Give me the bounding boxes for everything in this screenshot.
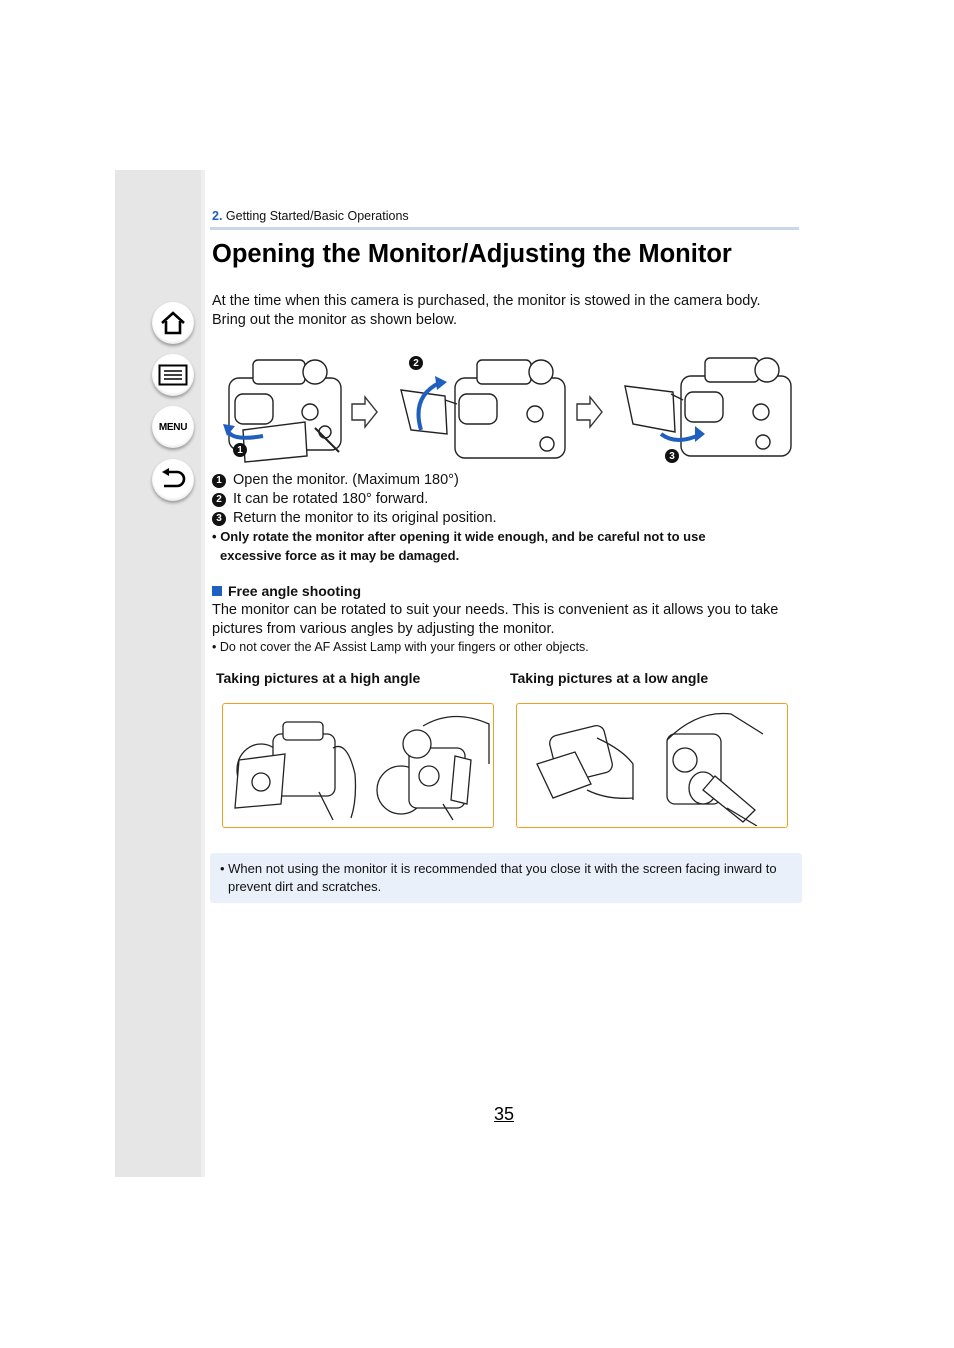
step-3-marker: 3 bbox=[212, 512, 226, 526]
intro-line-2: Bring out the monitor as shown below. bbox=[212, 312, 458, 328]
intro-line-1: At the time when this camera is purchased, the monitor is stowed in the camera body. bbox=[212, 293, 761, 309]
warning-note bbox=[212, 527, 772, 565]
step-3 bbox=[212, 509, 497, 528]
warning-bullet: • bbox=[212, 529, 217, 544]
next-arrow-icon-2 bbox=[577, 397, 602, 427]
back-button[interactable] bbox=[152, 459, 194, 501]
step-1 bbox=[212, 471, 459, 490]
free-angle-line-2: pictures from various angles by adjusting the monitor. bbox=[212, 620, 555, 637]
monitor-steps-illustration bbox=[215, 350, 800, 470]
low-angle-illustration-box bbox=[516, 703, 788, 828]
caption-low-angle: Taking pictures at a low angle bbox=[510, 670, 709, 686]
camera-step-2 bbox=[401, 360, 565, 458]
contents-button[interactable] bbox=[152, 354, 194, 396]
section-square-icon bbox=[212, 586, 222, 596]
af-lamp-note: • Do not cover the AF Assist Lamp with your fingers or other objects. bbox=[212, 640, 589, 654]
step-3-text: Return the monitor to its original position. bbox=[233, 510, 497, 526]
marker-2: 2 bbox=[409, 356, 423, 370]
next-arrow-icon bbox=[352, 397, 377, 427]
step-1-marker: 1 bbox=[212, 474, 226, 488]
marker-1: 1 bbox=[233, 443, 247, 457]
free-angle-paragraph bbox=[212, 601, 802, 638]
marker-3: 3 bbox=[665, 449, 679, 463]
menu-label: MENU bbox=[158, 421, 188, 433]
home-icon bbox=[159, 310, 187, 336]
info-line-2: prevent dirt and scratches. bbox=[228, 879, 382, 894]
free-angle-line-1: The monitor can be rotated to suit your needs. This is convenient as it allows you to take bbox=[212, 602, 779, 618]
low-angle-illustration bbox=[517, 704, 787, 826]
warning-line-2: excessive force as it may be damaged. bbox=[220, 548, 460, 563]
info-note-box bbox=[210, 853, 802, 903]
chapter-number: 2. bbox=[212, 209, 223, 223]
step-2-marker: 2 bbox=[212, 493, 226, 507]
page-number[interactable]: 35 bbox=[494, 1104, 515, 1124]
list-icon bbox=[158, 364, 188, 386]
sidebar-edge bbox=[201, 170, 205, 1177]
step-2 bbox=[212, 490, 428, 509]
breadcrumb bbox=[212, 209, 409, 223]
warning-line-1: Only rotate the monitor after opening it wide enough, and be careful not to use bbox=[220, 529, 706, 544]
intro-paragraph bbox=[212, 292, 802, 330]
step-1-text: Open the monitor. (Maximum 180°) bbox=[233, 472, 459, 488]
chapter-title: Getting Started/Basic Operations bbox=[225, 209, 409, 223]
home-button[interactable] bbox=[152, 302, 194, 344]
return-icon bbox=[159, 468, 187, 492]
high-angle-illustration bbox=[223, 704, 493, 826]
step-2-text: It can be rotated 180° forward. bbox=[233, 491, 429, 507]
menu-button[interactable] bbox=[152, 406, 194, 448]
header-rule bbox=[210, 227, 799, 230]
arrow-head-2 bbox=[435, 376, 447, 390]
free-angle-heading bbox=[212, 583, 361, 599]
high-angle-illustration-box bbox=[222, 703, 494, 828]
camera-step-3 bbox=[625, 358, 791, 456]
caption-high-angle: Taking pictures at a high angle bbox=[216, 670, 421, 686]
info-line-1: • When not using the monitor it is recommended that you close it with the screen facing inward to bbox=[220, 861, 777, 876]
page-title: Opening the Monitor/Adjusting the Monitor bbox=[212, 240, 732, 268]
free-angle-heading-text: Free angle shooting bbox=[228, 583, 362, 599]
